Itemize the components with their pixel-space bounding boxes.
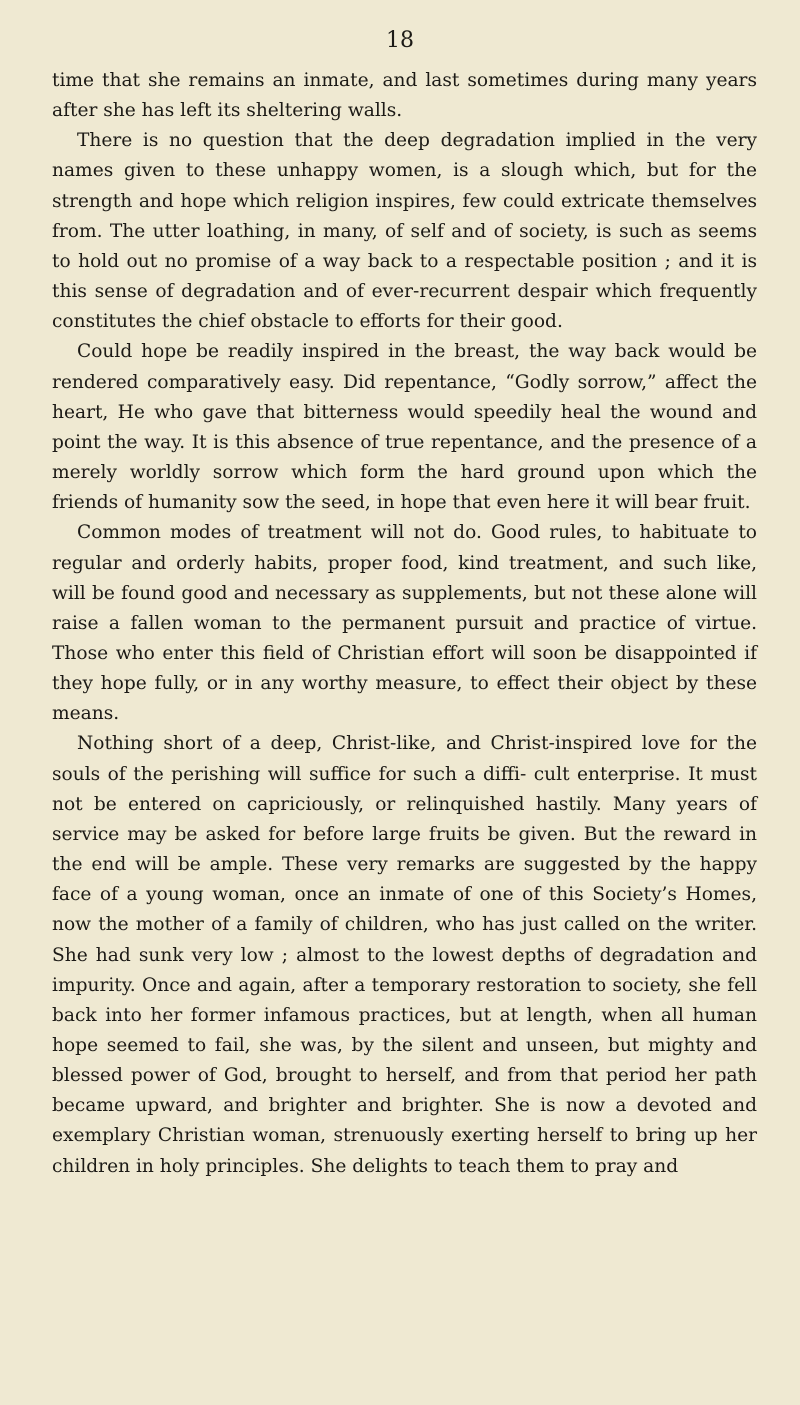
paragraph-degradation: There is no question that the deep degradation implied in the very names given to these unhappy women, is a slough which, but for the strength and hope which religion inspires, few could extricate themselves from. The utter loathing, in many, of self and of society, is such as seems to hold out no promise of a way back to a respectable position ; and it is this sense of degradation and of ever-recurrent despair which frequently constitutes the chief obstacle to efforts for their good. <box>52 130 757 333</box>
body-text <box>52 66 757 1182</box>
page-number: 18 <box>386 28 414 53</box>
paragraph-continuation: time that she remains an inmate, and last sometimes during many years after she has left its sheltering walls. <box>52 70 757 122</box>
paragraph-hope: Could hope be readily inspired in the breast, the way back would be rendered comparatively easy. Did repentance, “Godly sorrow,” affect the heart, He who gave that bitterness would speedily heal the wound and point the way. It is this absence of true repentance, and the presence of a merely worldly sorrow which form the hard ground upon which the friends of humanity sow the seed, in hope that even here it will bear fruit. <box>52 341 757 514</box>
paragraph-treatment: Common modes of treatment will not do. Good rules, to habituate to regular and orderly habits, proper food, kind treatment, and such like, will be found good and necessary as supplements, but not these alone will raise a fallen woman to the permanent pursuit and practice of virtue. Those who enter this field of Christian effort will soon be disappointed if they hope fully, or in any worthy measure, to effect their object by these means. <box>52 522 757 725</box>
paragraph-christ-like-love: Nothing short of a deep, Christ-like, and Christ-inspired love for the souls of the perishing will suffice for such a diffi- cult enterprise. It must not be entered on capriciously, or relinquished hastily. Many years of service may be asked for before large fruits be given. But the reward in the end will be ample. These very remarks are suggested by the happy face of a young woman, once an inmate of one of this Society’s Homes, now the mother of a family of children, who has just called on the writer. She had sunk very low ; almost to the lowest depths of degradation and impurity. Once and again, after a temporary restoration to society, she fell back into her former infamous practices, but at length, when all human hope seemed to fail, she was, by the silent and unseen, but mighty and blessed power of God, brought to herself, and from that period her path became upward, and brighter and brighter. She is now a devoted and exemplary Christian woman, strenuously exerting herself to bring up her children in holy principles. She delights to teach them to pray and <box>52 733 757 1177</box>
